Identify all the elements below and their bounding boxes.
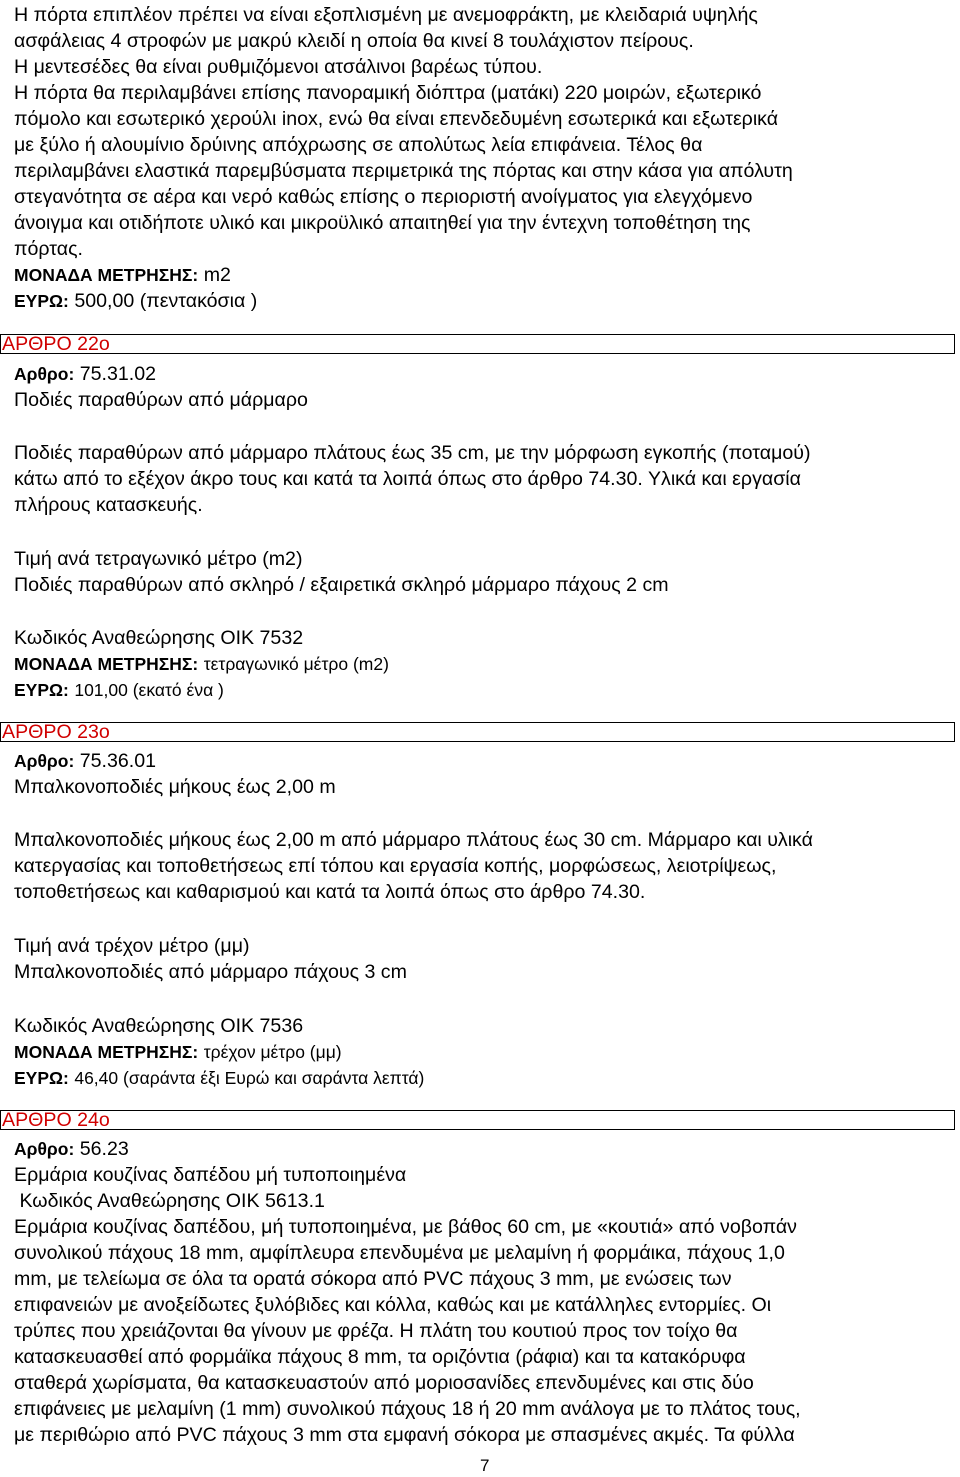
intro-line: με ξύλο ή αλουμίνιο δρύινης απόχρωσης σε απολύτως λεία επιφάνεια. Τέλος θα — [14, 134, 703, 156]
article-code-label: Αρθρο: — [14, 751, 75, 771]
description-line: mm, με τελείωμα σε όλα τα ορατά σόκορα από PVC πάχους 3 mm, με ενώσεις των — [14, 1268, 732, 1290]
description-line: κατασκευασθεί από φορμάϊκα πάχους 8 mm, τα οριζόντια (ράφια) και τα κατακόρυφα — [14, 1346, 746, 1368]
article-24-description — [14, 1214, 958, 1448]
description-line: με περιθώριο από PVC πάχους 3 mm στα εμφανή σόκορα με σπασμένες ακμές. Τα φύλλα — [14, 1424, 795, 1446]
intro-line: πόμολο και εσωτερικό χερούλι inox, ενώ θα είναι επενδεδυμένη εσωτερικά και εξωτερικά — [14, 108, 779, 130]
intro-line: πόρτας. — [14, 238, 83, 260]
article-24-revision-code: Κωδικός Αναθεώρησης ΟΙΚ 5613.1 — [14, 1190, 325, 1212]
article-23-revision-code: Κωδικός Αναθεώρησης ΟΙΚ 7536 — [14, 1015, 304, 1037]
article-23-description — [14, 827, 958, 905]
intro-unit-row — [14, 262, 958, 288]
description-line: τοποθετήσεως και καθαρισμού και κατά τα λοιπά όπως στο άρθρο 74.30. — [14, 881, 646, 903]
intro-line: περιλαμβάνει ελαστικά παρεμβύσματα περιμετρικά της πόρτας και στην κάσα για απόλυτη — [14, 160, 793, 182]
article-23-unit-row — [14, 1039, 958, 1065]
intro-line: Η μεντεσέδες θα είναι ρυθμιζόμενοι ατσάλινοι βαρέως τύπου. — [14, 56, 543, 78]
intro-line: ασφάλειας 4 στροφών με μακρύ κλειδί η οποία θα κινεί 8 τουλάχιστον πείρους. — [14, 30, 694, 52]
price-value: 101,00 (εκατό ένα ) — [74, 680, 224, 700]
description-line: κατεργασίας και τοποθετήσεως επί τόπου και εργασία κοπής, μορφώσεως, λειοτρίψεως, — [14, 855, 777, 877]
article-code-value: 75.31.02 — [79, 363, 157, 385]
article-code-value: 56.23 — [79, 1138, 129, 1160]
description-line: Ερμάρια κουζίνας δαπέδου, μή τυποποιημένα, με βάθος 60 cm, με «κουτιά» από νοβοπάν — [14, 1216, 797, 1238]
article-23-price-row — [14, 1065, 958, 1091]
description-line: επιφανειών με ανοξείδωτες ξυλόβιδες και κόλλα, καθώς και με κατάλληλες εντορμίες. Οι — [14, 1294, 772, 1316]
page-number: 7 — [480, 1456, 490, 1475]
price-label: ΕΥΡΩ: — [14, 680, 69, 700]
price-label: ΕΥΡΩ: — [14, 1068, 69, 1088]
intro-line: άνοιγμα και οτιδήποτε υλικό και μικροϋλικό απαιτηθεί για την έντεχνη τοποθέτηση της — [14, 212, 751, 234]
article-22-price-row — [14, 677, 958, 703]
article-code-label: Αρθρο: — [14, 364, 75, 384]
intro-price-row — [14, 288, 958, 314]
unit-label: ΜΟΝΑΔΑ ΜΕΤΡΗΣΗΣ: — [14, 1042, 199, 1062]
article-23-header: ΑΡΘΡΟ 23ο — [0, 722, 955, 742]
description-line: επιφάνειες με μελαμίνη (1 mm) συνολικού πάχους 18 ή 20 mm ανάλογα με το πλάτος τους, — [14, 1398, 801, 1420]
price-label: ΕΥΡΩ: — [14, 291, 69, 311]
unit-label: ΜΟΝΑΔΑ ΜΕΤΡΗΣΗΣ: — [14, 654, 199, 674]
article-22-title: Ποδιές παραθύρων από μάρμαρο — [14, 389, 308, 411]
description-line: πλήρους κατασκευής. — [14, 494, 203, 516]
unit-value: m2 — [203, 264, 231, 286]
price-value: 46,40 (σαράντα έξι Ευρώ και σαράντα λεπτά) — [74, 1068, 425, 1088]
article-22-header: ΑΡΘΡΟ 22ο — [0, 334, 955, 354]
intro-line: στεγανότητα σε αέρα και νερό καθώς επίσης ο περιοριστή ανοίγματος για ελεγχόμενο — [14, 186, 753, 208]
article-24-title: Ερμάρια κουζίνας δαπέδου μή τυποποιημένα — [14, 1164, 407, 1186]
article-24-code-row — [14, 1136, 958, 1162]
description-line: Μπαλκονοποδιές μήκους έως 2,00 m από μάρμαρο πλάτους έως 30 cm. Μάρμαρο και υλικά — [14, 829, 813, 851]
article-22-unit-row — [14, 651, 958, 677]
article-23-variant: Μπαλκονοποδιές από μάρμαρο πάχους 3 cm — [14, 961, 407, 983]
article-22-description — [14, 440, 958, 518]
article-23-code-row — [14, 748, 958, 774]
description-line: τρύπες που χρειάζονται θα γίνουν με φρέζα. Η πλάτη του κουτιού προς τον τοίχο θα — [14, 1320, 738, 1342]
intro-paragraph — [14, 2, 958, 262]
description-line: συνολικού πάχους 18 mm, αμφίπλευρα επενδυμένα με μελαμίνη ή φορμάικα, πάχους 1,0 — [14, 1242, 785, 1264]
unit-label: ΜΟΝΑΔΑ ΜΕΤΡΗΣΗΣ: — [14, 265, 199, 285]
article-code-value: 75.36.01 — [79, 750, 157, 772]
article-22-price-basis: Τιμή ανά τετραγωνικό μέτρο (m2) — [14, 548, 303, 570]
article-22-variant: Ποδιές παραθύρων από σκληρό / εξαιρετικά σκληρό μάρμαρο πάχους 2 cm — [14, 574, 669, 596]
article-23-price-basis: Τιμή ανά τρέχον μέτρο (μμ) — [14, 935, 250, 957]
intro-line: Η πόρτα θα περιλαμβάνει επίσης πανοραμική διόπτρα (ματάκι) 220 μοιρών, εξωτερικό — [14, 82, 762, 104]
intro-line: Η πόρτα επιπλέον πρέπει να είναι εξοπλισμένη με ανεμοφράκτη, με κλειδαριά υψηλής — [14, 4, 758, 26]
price-value: 500,00 (πεντακόσια ) — [74, 290, 258, 312]
article-24-header: ΑΡΘΡΟ 24ο — [0, 1110, 955, 1130]
unit-value: τετραγωνικό μέτρο (m2) — [203, 654, 389, 674]
article-22-code-row — [14, 361, 958, 387]
unit-value: τρέχον μέτρο (μμ) — [203, 1042, 342, 1062]
description-line: σταθερά χωρίσματα, θα κατασκευαστούν από μοριοσανίδες επενδυμένες και στις δύο — [14, 1372, 754, 1394]
article-22-revision-code: Κωδικός Αναθεώρησης ΟΙΚ 7532 — [14, 627, 304, 649]
article-23-title: Μπαλκονοποδιές μήκους έως 2,00 m — [14, 776, 336, 798]
article-code-label: Αρθρο: — [14, 1139, 75, 1159]
description-line: κάτω από το εξέχον άκρο τους και κατά τα λοιπά όπως στο άρθρο 74.30. Υλικά και εργασία — [14, 468, 801, 490]
description-line: Ποδιές παραθύρων από μάρμαρο πλάτους έως 35 cm, με την μόρφωση εγκοπής (ποταμού) — [14, 442, 811, 464]
